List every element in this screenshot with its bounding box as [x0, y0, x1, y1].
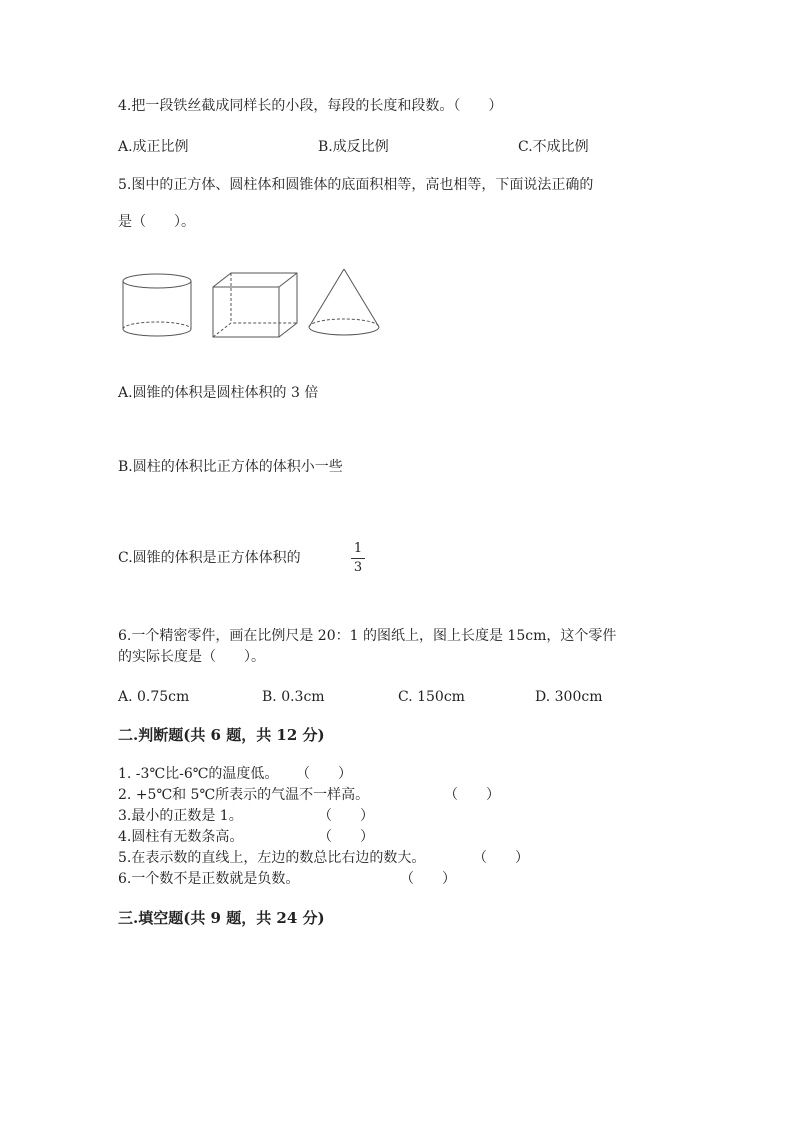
- fraction-bar: [351, 558, 365, 559]
- question-5-option-b[interactable]: B.圆柱的体积比正方体的体积小一些: [118, 459, 343, 475]
- question-6-option-d[interactable]: D. 300cm: [535, 689, 603, 705]
- judge-item-2-blank[interactable]: （ ）: [444, 787, 500, 803]
- section-2-heading: 二.判断题(共 6 题，共 12 分): [118, 726, 325, 744]
- cube-shape: [213, 273, 297, 337]
- question-4-stem: 4.把一段铁丝截成同样长的小段，每段的长度和段数。（ ）: [118, 98, 503, 114]
- judge-item-5-blank[interactable]: （ ）: [473, 850, 529, 866]
- question-5-stem-line1: 5.图中的正方体、圆柱体和圆锥体的底面积相等，高也相等，下面说法正确的: [118, 177, 594, 193]
- judge-item-3-text: 3.最小的正数是 1。: [118, 808, 243, 824]
- cylinder-shape: [123, 274, 191, 336]
- fraction-denominator: 3: [353, 560, 363, 575]
- fraction-numerator: 1: [353, 541, 363, 556]
- question-6-option-a[interactable]: A. 0.75cm: [118, 689, 190, 705]
- question-5-option-a[interactable]: A.圆锥的体积是圆柱体积的 3 倍: [118, 385, 319, 401]
- question-5-stem-line2: 是（ ）。: [118, 214, 195, 230]
- judge-item-1-text: 1. -3℃比-6℃的温度低。: [118, 766, 279, 782]
- solids-figure: [118, 265, 388, 345]
- question-4-option-a[interactable]: A.成正比例: [118, 139, 189, 155]
- question-6-stem-line1: 6.一个精密零件，画在比例尺是 20：1 的图纸上，图上长度是 15cm，这个零件: [118, 628, 617, 644]
- judge-item-4-text: 4.圆柱有无数条高。: [118, 829, 244, 845]
- judge-item-6-blank[interactable]: （ ）: [400, 871, 456, 887]
- judge-item-1-blank[interactable]: （ ）: [296, 766, 352, 782]
- cone-shape: [309, 269, 379, 335]
- judge-item-3-blank[interactable]: （ ）: [318, 808, 374, 824]
- question-5-option-c[interactable]: C.圆锥的体积是正方体体积的: [118, 550, 301, 566]
- judge-item-4-blank[interactable]: （ ）: [318, 829, 374, 845]
- question-4-option-b[interactable]: B.成反比例: [318, 139, 389, 155]
- one-third-fraction: [351, 542, 365, 575]
- question-6-option-b[interactable]: B. 0.3cm: [262, 689, 325, 705]
- judge-item-5-text: 5.在表示数的直线上，左边的数总比右边的数大。: [118, 850, 426, 866]
- section-3-heading: 三.填空题(共 9 题，共 24 分): [118, 909, 325, 927]
- question-6-stem-line2: 的实际长度是（ ）。: [118, 649, 265, 665]
- judge-item-2-text: 2. +5℃和 5℃所表示的气温不一样高。: [118, 787, 370, 803]
- judge-item-6-text: 6.一个数不是正数就是负数。: [118, 871, 300, 887]
- question-4-option-c[interactable]: C.不成比例: [518, 139, 589, 155]
- question-6-option-c[interactable]: C. 150cm: [398, 689, 465, 705]
